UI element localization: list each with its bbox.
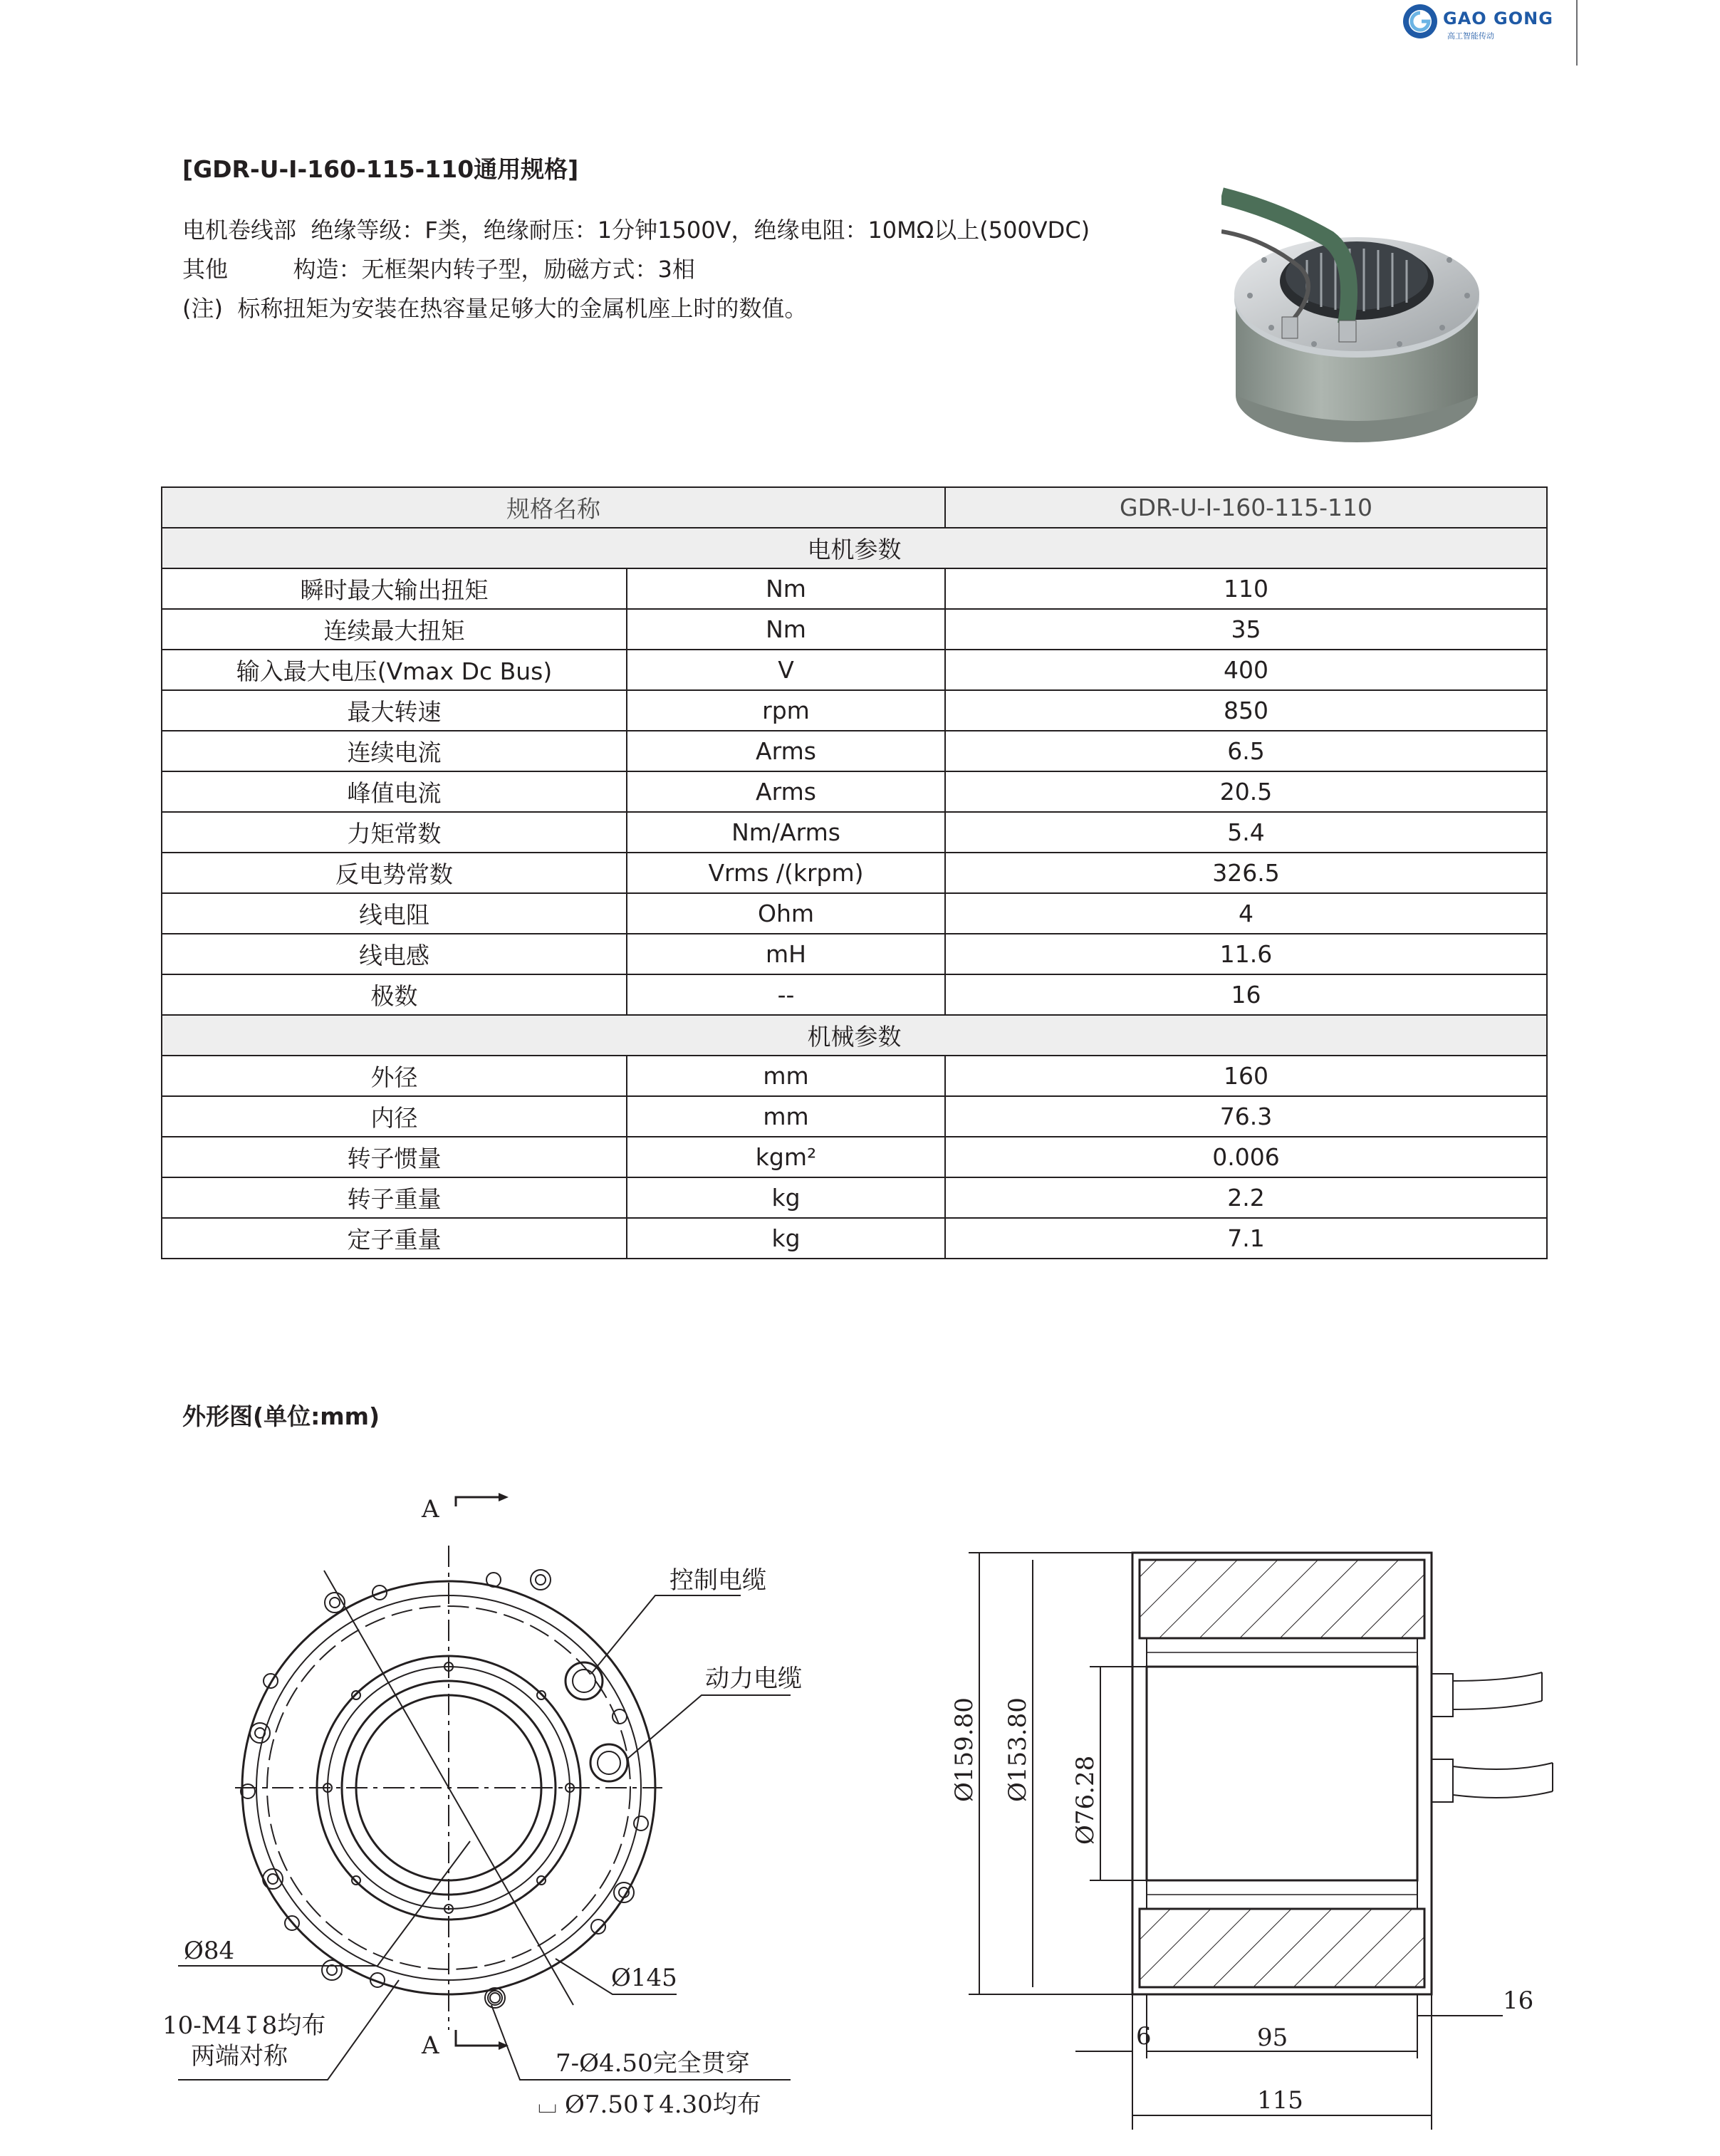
table-header-row [162, 487, 1547, 528]
label-screws-2: 两端对称 [191, 2042, 288, 2071]
param-unit: rpm [627, 690, 945, 731]
product-photo [1221, 182, 1492, 454]
table-row [162, 690, 1547, 731]
note-structure: 其他 构造：无框架内转子型，励磁方式：3相 [182, 256, 695, 283]
header-divider [1576, 0, 1578, 66]
param-unit: V [627, 650, 945, 690]
table-row [162, 1177, 1547, 1218]
dim-95: 95 [1257, 2024, 1288, 2052]
param-unit: kg [627, 1177, 945, 1218]
section-row [162, 1015, 1547, 1056]
spec-title: [GDR-U-I-160-115-110通用规格] [182, 155, 579, 183]
dim-16: 16 [1503, 1986, 1534, 2015]
param-value: 5.4 [945, 812, 1547, 853]
section-row [162, 528, 1547, 568]
table-row [162, 934, 1547, 974]
param-value: 6.5 [945, 731, 1547, 771]
param-value: 7.1 [945, 1218, 1547, 1259]
section-mark-top: A [422, 1495, 439, 1524]
label-control-cable: 控制电缆 [669, 1566, 766, 1595]
dim-115: 115 [1257, 2086, 1303, 2115]
table-header-label: 规格名称 [162, 487, 945, 528]
table-row [162, 812, 1547, 853]
param-name: 输入最大电压(Vmax Dc Bus) [162, 650, 627, 690]
param-name: 峰值电流 [162, 771, 627, 812]
note-torque: (注) 标称扭矩为安装在热容量足够大的金属机座上时的数值。 [182, 295, 808, 322]
param-unit: Nm [627, 568, 945, 609]
label-holes-1: 7-Ø4.50完全贯穿 [556, 2049, 750, 2078]
logo-mark-icon [1402, 3, 1439, 40]
section-mark-bottom: A [422, 2031, 439, 2060]
param-unit: kg [627, 1218, 945, 1259]
param-unit: mH [627, 934, 945, 974]
param-name: 转子重量 [162, 1177, 627, 1218]
table-row [162, 853, 1547, 893]
dim-d76: Ø76.28 [1071, 1755, 1100, 1845]
brand-tagline: 高工智能传动 [1447, 31, 1494, 41]
param-unit: Arms [627, 771, 945, 812]
param-name: 极数 [162, 974, 627, 1015]
dim-d153: Ø153.80 [1004, 1697, 1032, 1802]
param-value: 20.5 [945, 771, 1547, 812]
param-name: 连续最大扭矩 [162, 609, 627, 650]
param-name: 定子重量 [162, 1218, 627, 1259]
label-d145: Ø145 [611, 1964, 677, 1992]
param-value: 4 [945, 893, 1547, 934]
param-name: 线电阻 [162, 893, 627, 934]
table-row [162, 650, 1547, 690]
label-holes-2: ⌴ Ø7.50↧4.30均布 [538, 2090, 761, 2119]
side-view [950, 1553, 1553, 2130]
spec-table [161, 486, 1548, 1259]
param-value: 16 [945, 974, 1547, 1015]
table-row [162, 893, 1547, 934]
param-value: 110 [945, 568, 1547, 609]
note-insulation: 电机卷线部 绝缘等级：F类，绝缘耐压：1分钟1500V，绝缘电阻：10MΩ以上(500VDC) [182, 217, 1090, 244]
table-row [162, 1218, 1547, 1259]
dim-6: 6 [1136, 2022, 1152, 2051]
table-row [162, 1137, 1547, 1177]
table-row [162, 609, 1547, 650]
param-value: 0.006 [945, 1137, 1547, 1177]
front-view [162, 1493, 802, 2119]
table-row [162, 1096, 1547, 1137]
param-value: 11.6 [945, 934, 1547, 974]
param-value: 2.2 [945, 1177, 1547, 1218]
param-name: 连续电流 [162, 731, 627, 771]
param-name: 力矩常数 [162, 812, 627, 853]
table-row [162, 731, 1547, 771]
param-unit: mm [627, 1056, 945, 1096]
param-unit: Nm/Arms [627, 812, 945, 853]
label-screws-1: 10-M4↧8均布 [162, 2011, 326, 2040]
param-name: 转子惯量 [162, 1137, 627, 1177]
param-value: 326.5 [945, 853, 1547, 893]
param-unit: Vrms /(krpm) [627, 853, 945, 893]
param-name: 内径 [162, 1096, 627, 1137]
param-name: 反电势常数 [162, 853, 627, 893]
param-value: 160 [945, 1056, 1547, 1096]
dim-d159: Ø159.80 [950, 1697, 979, 1802]
brand-name: GAO GONG [1443, 9, 1553, 28]
section-title-mechanical: 机械参数 [162, 1015, 1547, 1056]
param-unit: -- [627, 974, 945, 1015]
param-unit: kgm² [627, 1137, 945, 1177]
param-unit: Nm [627, 609, 945, 650]
param-value: 850 [945, 690, 1547, 731]
table-row [162, 568, 1547, 609]
outline-drawing [0, 1467, 1720, 2156]
param-unit: Ohm [627, 893, 945, 934]
param-value: 76.3 [945, 1096, 1547, 1137]
param-name: 线电感 [162, 934, 627, 974]
param-name: 外径 [162, 1056, 627, 1096]
table-header-model: GDR-U-I-160-115-110 [945, 487, 1547, 528]
label-power-cable: 动力电缆 [705, 1665, 802, 1693]
param-value: 400 [945, 650, 1547, 690]
label-d84: Ø84 [184, 1937, 235, 1965]
param-unit: Arms [627, 731, 945, 771]
param-name: 最大转速 [162, 690, 627, 731]
param-unit: mm [627, 1096, 945, 1137]
table-row [162, 771, 1547, 812]
brand-logo [1402, 3, 1573, 44]
param-value: 35 [945, 609, 1547, 650]
param-name: 瞬时最大输出扭矩 [162, 568, 627, 609]
drawing-title: 外形图(单位:mm) [182, 1402, 380, 1430]
table-row [162, 974, 1547, 1015]
table-row [162, 1056, 1547, 1096]
section-title-motor: 电机参数 [162, 528, 1547, 568]
